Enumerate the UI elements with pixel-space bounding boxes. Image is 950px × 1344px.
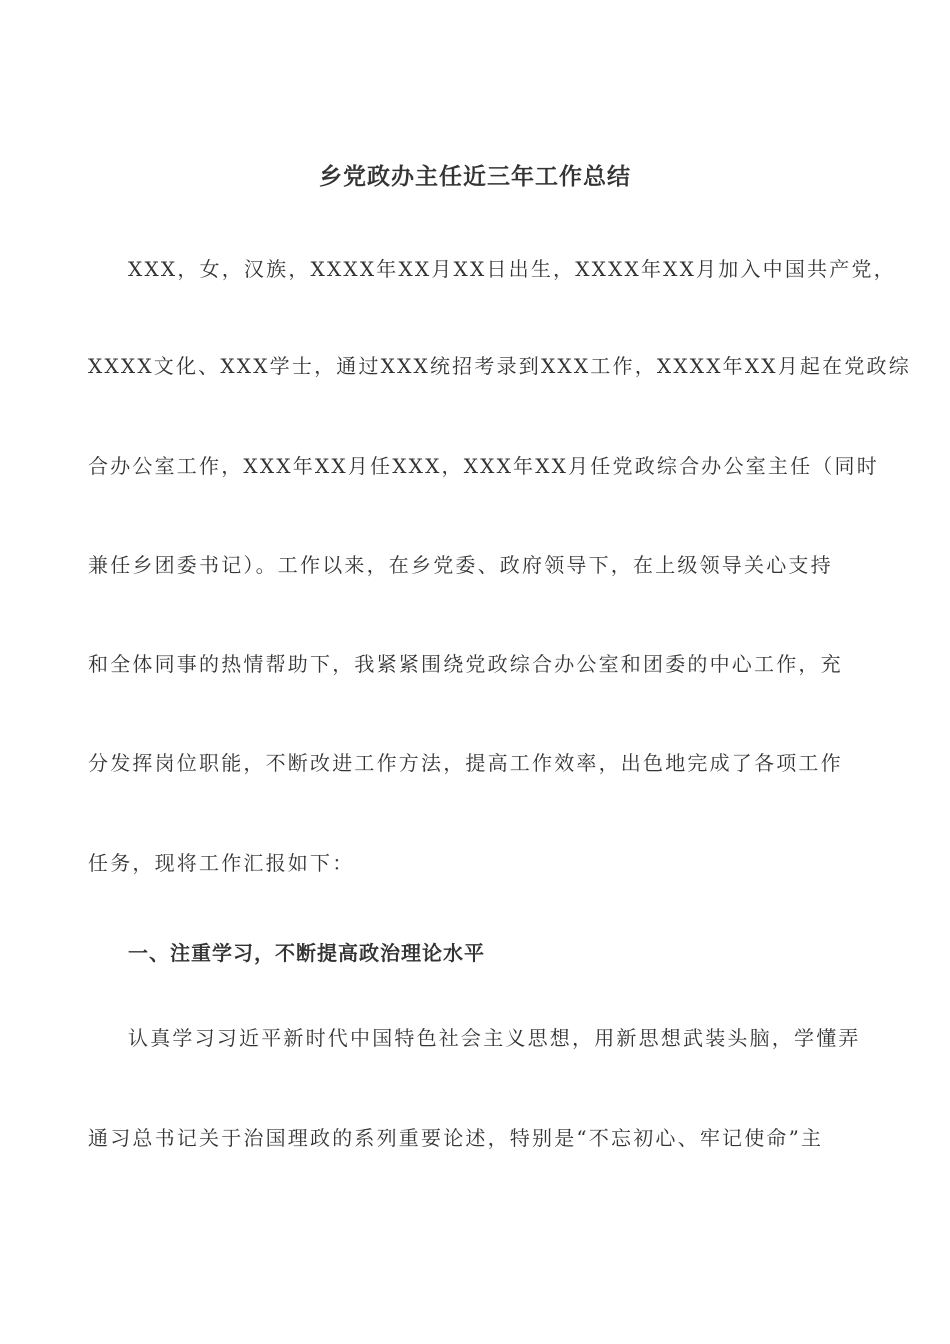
paragraph-line: 和全体同事的热情帮助下，我紧紧围绕党政综合办公室和团委的中心工作，充 [88, 652, 843, 676]
paragraph-line: 通习总书记关于治国理政的系列重要论述，特别是“不忘初心、牢记使命”主 [88, 1126, 824, 1150]
paragraph-line: 兼任乡团委书记）。工作以来，在乡党委、政府领导下，在上级领导关心支持 [88, 553, 833, 577]
section-heading: 一、注重学习，不断提高政治理论水平 [128, 941, 485, 965]
paragraph-line: XXXX文化、XXX学士，通过XXX统招考录到XXX工作，XXXX年XX月起在党政综 [88, 354, 911, 378]
paragraph-line: 分发挥岗位职能，不断改进工作方法，提高工作效率，出色地完成了各项工作 [88, 751, 843, 775]
paragraph-line: 认真学习习近平新时代中国特色社会主义思想，用新思想武装头脑，学懂弄 [128, 1026, 861, 1050]
paragraph-line: XXX，女，汉族，XXXX年XX月XX日出生，XXXX年XX月加入中国共产党， [128, 257, 896, 281]
paragraph-line: 合办公室工作，XXX年XX月任XXX，XXX年XX月任党政综合办公室主任（同时 [88, 454, 879, 478]
paragraph-line: 任务，现将工作汇报如下： [88, 851, 355, 875]
document-title: 乡党政办主任近三年工作总结 [319, 164, 631, 190]
